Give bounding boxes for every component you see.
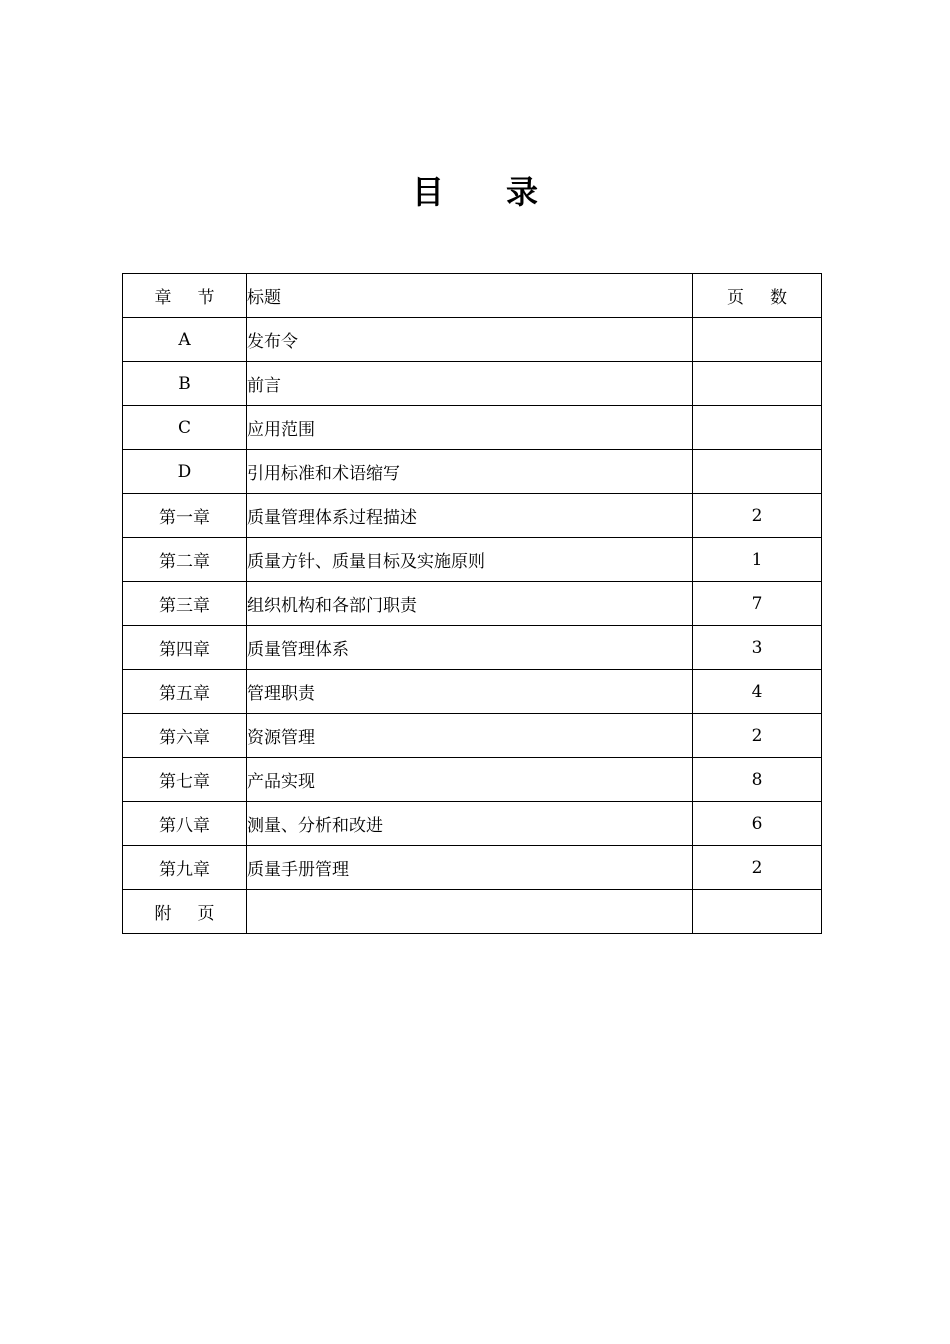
appendix-chapter-cell <box>123 890 247 934</box>
toc-title-cell: 测量、分析和改进 <box>247 802 693 846</box>
header-chapter <box>123 274 247 318</box>
table-row <box>123 758 822 802</box>
toc-title-cell: 应用范围 <box>247 406 693 450</box>
toc-chapter-cell: 第七章 <box>123 758 247 802</box>
toc-chapter-cell: A <box>123 318 247 362</box>
toc-chapter-cell: 第五章 <box>123 670 247 714</box>
table-row <box>123 362 822 406</box>
toc-pages-cell <box>693 362 822 406</box>
toc-chapter-cell: 第六章 <box>123 714 247 758</box>
toc-title-cell: 组织机构和各部门职责 <box>247 582 693 626</box>
toc-pages-cell <box>693 406 822 450</box>
table-row <box>123 494 822 538</box>
page-title <box>0 165 950 215</box>
table-row <box>123 406 822 450</box>
table-row <box>123 626 822 670</box>
toc-title-cell: 前言 <box>247 362 693 406</box>
toc-pages-cell: 2 <box>693 714 822 758</box>
header-pages <box>693 274 822 318</box>
table-row <box>123 450 822 494</box>
toc-chapter-cell: 第八章 <box>123 802 247 846</box>
header-chapter-b: 节 <box>197 288 215 308</box>
toc-chapter-cell: B <box>123 362 247 406</box>
table-row <box>123 582 822 626</box>
appendix-title-cell <box>247 890 693 934</box>
toc-pages-cell: 7 <box>693 582 822 626</box>
toc-pages-cell: 6 <box>693 802 822 846</box>
header-pages-a: 页 <box>727 288 744 308</box>
toc-title-cell: 资源管理 <box>247 714 693 758</box>
toc-chapter-cell: 第一章 <box>123 494 247 538</box>
table-row <box>123 318 822 362</box>
header-chapter-a: 章 <box>154 288 172 308</box>
toc-title-cell: 质量管理体系 <box>247 626 693 670</box>
toc-chapter-cell: 第四章 <box>123 626 247 670</box>
toc-pages-cell: 2 <box>693 494 822 538</box>
toc-header-row <box>123 274 822 318</box>
header-pages-b: 数 <box>770 288 787 308</box>
toc-pages-cell <box>693 450 822 494</box>
toc-pages-cell: 8 <box>693 758 822 802</box>
toc-title-cell: 质量管理体系过程描述 <box>247 494 693 538</box>
toc-title-cell: 发布令 <box>247 318 693 362</box>
toc-pages-cell: 3 <box>693 626 822 670</box>
toc-appendix-row <box>123 890 822 934</box>
table-row <box>123 538 822 582</box>
toc-table <box>122 273 822 934</box>
table-row <box>123 670 822 714</box>
appendix-chapter-b: 页 <box>197 904 215 924</box>
toc-title-cell: 质量方针、质量目标及实施原则 <box>247 538 693 582</box>
toc-chapter-cell: C <box>123 406 247 450</box>
page-title-part2: 录 <box>506 173 539 211</box>
toc-title-cell: 产品实现 <box>247 758 693 802</box>
toc-title-cell: 质量手册管理 <box>247 846 693 890</box>
toc-pages-cell: 2 <box>693 846 822 890</box>
toc-pages-cell: 1 <box>693 538 822 582</box>
toc-chapter-cell: 第二章 <box>123 538 247 582</box>
appendix-chapter-a: 附 <box>154 904 172 924</box>
header-title: 标题 <box>247 274 693 318</box>
toc-chapter-cell: D <box>123 450 247 494</box>
page-title-part1: 目 <box>411 173 444 211</box>
toc-chapter-cell: 第九章 <box>123 846 247 890</box>
appendix-pages-cell <box>693 890 822 934</box>
table-row <box>123 714 822 758</box>
toc-chapter-cell: 第三章 <box>123 582 247 626</box>
table-row <box>123 846 822 890</box>
toc-pages-cell: 4 <box>693 670 822 714</box>
toc-title-cell: 引用标准和术语缩写 <box>247 450 693 494</box>
toc-title-cell: 管理职责 <box>247 670 693 714</box>
table-row <box>123 802 822 846</box>
toc-pages-cell <box>693 318 822 362</box>
